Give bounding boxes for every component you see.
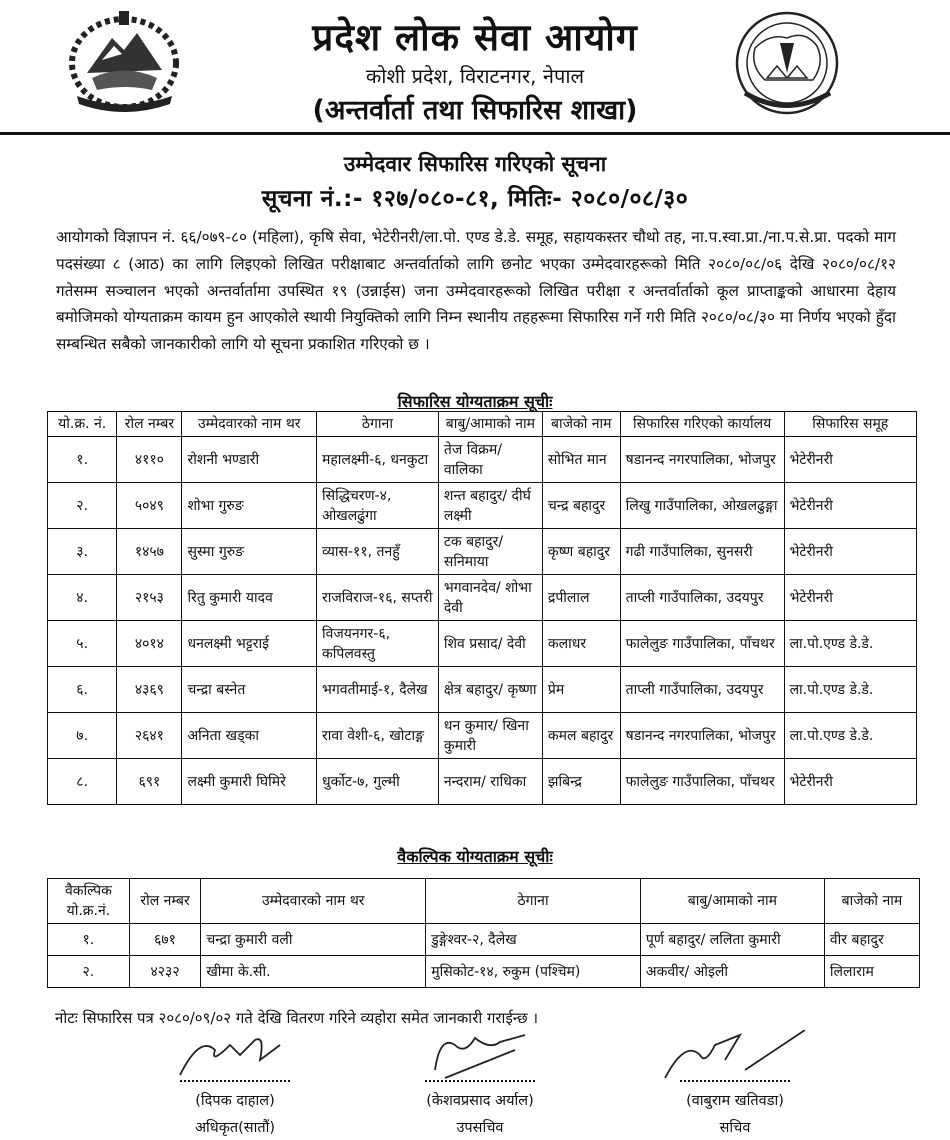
cell-parents: भगवानदेव/ शोभा देवी <box>438 575 542 621</box>
cell-group: ला.पो.एण्ड डे.डे. <box>784 621 916 667</box>
col-header-sn: वैकल्पिक यो.क्र.नं. <box>48 879 130 924</box>
cell-address: भगवतीमाई-१, दैलेख <box>316 667 438 713</box>
cell-grandfather: सोभित मान <box>542 437 620 483</box>
col-header-sn: यो.क्र. नं. <box>48 412 117 437</box>
col-header-group: सिफारिस समूह <box>784 412 916 437</box>
cell-grandfather: कलाधर <box>542 621 620 667</box>
signatory-block <box>630 1030 840 1137</box>
cell-sn: ७. <box>48 713 117 759</box>
col-header-grandfather: बाजेको नाम <box>542 412 620 437</box>
cell-address: रावा वेशी-६, खोटाङ्ग <box>316 713 438 759</box>
cell-group: भेटेरीनरी <box>784 575 916 621</box>
cell-roll: ४०१४ <box>117 621 182 667</box>
cell-grandfather: कमल बहादुर <box>542 713 620 759</box>
notice-body: आयोगको विज्ञापन नं. ६६/०७९-८० (महिला), कृषि सेवा, भेटेरीनरी/ला.पो. एण्ड डे.डे. समूह, सहायकस्तर चौथो तह, ना.प.स्वा.प्रा./ना.प.से.प्रा. पदको माग पदसंख्या ८ (आठ) का लागि लिइएको लिखित परीक्षाबाट अन्तर्वार्ताको लागि छनोट भएका उम्मेदवारहरूको मिति २०८०/०८/०६ देखि २०८०/०८/१२ गतेसम्म सञ्चालन भएको अन्तर्वार्तामा उपस्थित १९ (उन्नाईस) जना उम्मेदवारहरूको लिखित परीक्षा र अन्तर्वार्ताको कूल प्राप्ताङ्कको आधारमा देहाय बमोजिमको योग्यताक्रम कायम हुन आएकोले स्थायी नियुक्तिको लागि निम्न स्थानीय तहहरूमा सिफारिस गर्ने गरी मिति २०८०/०८/३० मा निर्णय भएको हुँदा सम्बन्धित सबैको जानकारीको लागि यो सूचना प्रकाशित गरिएको छ । <box>56 228 896 354</box>
cell-name: शोभा गुरुङ <box>182 483 317 529</box>
cell-office: लिखु गाउँपालिका, ओखलढुङ्गा <box>620 483 784 529</box>
cell-name: खीमा के.सी. <box>201 956 426 988</box>
cell-group: भेटेरीनरी <box>784 483 916 529</box>
col-header-name: उम्मेदवारको नाम थर <box>201 879 426 924</box>
cell-roll: २१५३ <box>117 575 182 621</box>
col-header-parents: बाबु/आमाको नाम <box>438 412 542 437</box>
table-row <box>48 621 917 667</box>
letterhead <box>0 0 950 130</box>
distribution-note: नोटः सिफारिस पत्र २०८०/०९/०२ गते देखि वितरण गरिने व्यहोरा समेत जानकारी गराईन्छ । <box>55 1009 539 1027</box>
cell-sn: १. <box>48 924 130 956</box>
table-row <box>48 667 917 713</box>
cell-grandfather: द्रपीलाल <box>542 575 620 621</box>
cell-parents: क्षेत्र बहादुर/ कृष्णा <box>438 667 542 713</box>
cell-roll: ४३६९ <box>117 667 182 713</box>
cell-name: चन्द्रा बस्नेत <box>182 667 317 713</box>
cell-sn: ३. <box>48 529 117 575</box>
cell-group: ला.पो.एण्ड डे.डे. <box>784 713 916 759</box>
table-header-row <box>48 879 920 924</box>
cell-parents: शन्त बहादुर/ दीर्घ लक्ष्मी <box>438 483 542 529</box>
alternate-list-title: वैकल्पिक योग्यताक्रम सूचीः <box>397 847 553 866</box>
cell-office: ताप्ली गाउँपालिका, उदयपुर <box>620 575 784 621</box>
cell-sn: ८. <box>48 759 117 805</box>
cell-group: भेटेरीनरी <box>784 759 916 805</box>
cell-roll: १४५७ <box>117 529 182 575</box>
col-header-parents: बाबु/आमाको नाम <box>640 879 824 924</box>
cell-parents: नन्दराम/ राधिका <box>438 759 542 805</box>
alternate-table <box>47 878 920 988</box>
table-row <box>48 575 917 621</box>
cell-sn: ५. <box>48 621 117 667</box>
cell-office: गढी गाउँपालिका, सुनसरी <box>620 529 784 575</box>
cell-sn: १. <box>48 437 117 483</box>
cell-grandfather: प्रेम <box>542 667 620 713</box>
col-header-roll: रोल नम्बर <box>117 412 182 437</box>
cell-parents: तेज विक्रम/ वालिका <box>438 437 542 483</box>
cell-address: विजयनगर-६, कपिलवस्तु <box>316 621 438 667</box>
table-header-row <box>48 412 917 437</box>
cell-grandfather: लिलाराम <box>824 956 919 988</box>
cell-address: मुसिकोट-१४, रुकुम (पश्चिम) <box>426 956 641 988</box>
cell-group: ला.पो.एण्ड डे.डे. <box>784 667 916 713</box>
org-branch: (अन्तर्वार्ता तथा सिफारिस शाखा) <box>312 95 638 126</box>
recommended-table <box>47 411 917 805</box>
table-row <box>48 713 917 759</box>
cell-sn: ४. <box>48 575 117 621</box>
col-header-office: सिफारिस गरिएको कार्यालय <box>620 412 784 437</box>
cell-roll: २६४१ <box>117 713 182 759</box>
signature-icon <box>645 1030 825 1080</box>
cell-grandfather: वीर बहादुर <box>824 924 919 956</box>
signatory-post: अधिकृत(सातौं) <box>194 1120 276 1136</box>
cell-office: षडानन्द नगरपालिका, भोजपुर <box>620 713 784 759</box>
cell-parents: अकवीर/ ओइली <box>640 956 824 988</box>
cell-sn: ६. <box>48 667 117 713</box>
signature-line <box>425 1080 535 1082</box>
cell-grandfather: चन्द्र बहादुर <box>542 483 620 529</box>
cell-grandfather: कृष्ण बहादुर <box>542 529 620 575</box>
signatory-name: (केशवप्रसाद अर्याल) <box>426 1093 534 1109</box>
signature-line <box>180 1080 290 1082</box>
cell-sn: २. <box>48 956 130 988</box>
recommended-list-title: सिफारिस योग्यताक्रम सूचीः <box>397 392 553 411</box>
cell-parents: टक बहादुर/ सनिमाया <box>438 529 542 575</box>
col-header-address: ठेगाना <box>316 412 438 437</box>
org-title: प्रदेश लोक सेवा आयोग <box>312 16 638 59</box>
cell-address: व्यास-११, तनहुँ <box>316 529 438 575</box>
cell-sn: २. <box>48 483 117 529</box>
signatory-block <box>130 1030 340 1137</box>
table-row <box>48 956 920 988</box>
signature-icon <box>405 1030 555 1080</box>
cell-parents: शिव प्रसाद/ देवी <box>438 621 542 667</box>
table-row <box>48 759 917 805</box>
cell-office: फालेलुङ गाउँपालिका, पाँचथर <box>620 759 784 805</box>
cell-roll: ५०४९ <box>117 483 182 529</box>
cell-office: फालेलुङ गाउँपालिका, पाँचथर <box>620 621 784 667</box>
col-header-address: ठेगाना <box>426 879 641 924</box>
cell-address: राजविराज-१६, सप्तरी <box>316 575 438 621</box>
header-divider <box>0 132 950 135</box>
cell-name: अनिता खड्का <box>182 713 317 759</box>
cell-name: लक्ष्मी कुमारी घिमिरे <box>182 759 317 805</box>
cell-group: भेटेरीनरी <box>784 437 916 483</box>
notice-number: सूचना नं.:- १२७/०८०-८१, मितिः- २०८०/०८/३० <box>261 186 689 212</box>
cell-address: महालक्ष्मी-६, धनकुटा <box>316 437 438 483</box>
signatory-post: सचिव <box>719 1120 751 1136</box>
cell-roll: ४११० <box>117 437 182 483</box>
cell-parents: पूर्ण बहादुर/ ललिता कुमारी <box>640 924 824 956</box>
cell-office: षडानन्द नगरपालिका, भोजपुर <box>620 437 784 483</box>
cell-address: सिद्धिचरण-४, ओखलढुंगा <box>316 483 438 529</box>
table-row <box>48 483 917 529</box>
org-subtitle: कोशी प्रदेश, विराटनगर, नेपाल <box>365 64 585 88</box>
notice-title: उम्मेदवार सिफारिस गरिएको सूचना <box>343 152 607 176</box>
cell-name: सुस्मा गुरुङ <box>182 529 317 575</box>
cell-group: भेटेरीनरी <box>784 529 916 575</box>
cell-name: रितु कुमारी यादव <box>182 575 317 621</box>
cell-name: चन्द्रा कुमारी वली <box>201 924 426 956</box>
cell-parents: धन कुमार/ खिना कुमारी <box>438 713 542 759</box>
cell-name: रोशनी भण्डारी <box>182 437 317 483</box>
signature-icon <box>160 1030 310 1080</box>
table-row <box>48 924 920 956</box>
cell-roll: ६९१ <box>117 759 182 805</box>
col-header-grandfather: बाजेको नाम <box>824 879 919 924</box>
col-header-roll: रोल नम्बर <box>129 879 201 924</box>
signatory-block <box>375 1030 585 1137</box>
cell-name: धनलक्ष्मी भट्टराई <box>182 621 317 667</box>
col-header-name: उम्मेदवारको नाम थर <box>182 412 317 437</box>
signature-line <box>680 1080 790 1082</box>
cell-roll: ४२३२ <box>129 956 201 988</box>
cell-address: धुर्कोट-७, गुल्मी <box>316 759 438 805</box>
table-row <box>48 529 917 575</box>
cell-address: डुङ्गेश्वर-२, दैलेख <box>426 924 641 956</box>
table-row <box>48 437 917 483</box>
signatory-name: (दिपक दाहाल) <box>195 1093 275 1109</box>
signatory-post: उपसचिव <box>456 1120 504 1136</box>
cell-grandfather: झबिन्द्र <box>542 759 620 805</box>
signatory-name: (वाबुराम खतिवडा) <box>686 1093 784 1109</box>
cell-roll: ६७१ <box>129 924 201 956</box>
cell-office: ताप्ली गाउँपालिका, उदयपुर <box>620 667 784 713</box>
